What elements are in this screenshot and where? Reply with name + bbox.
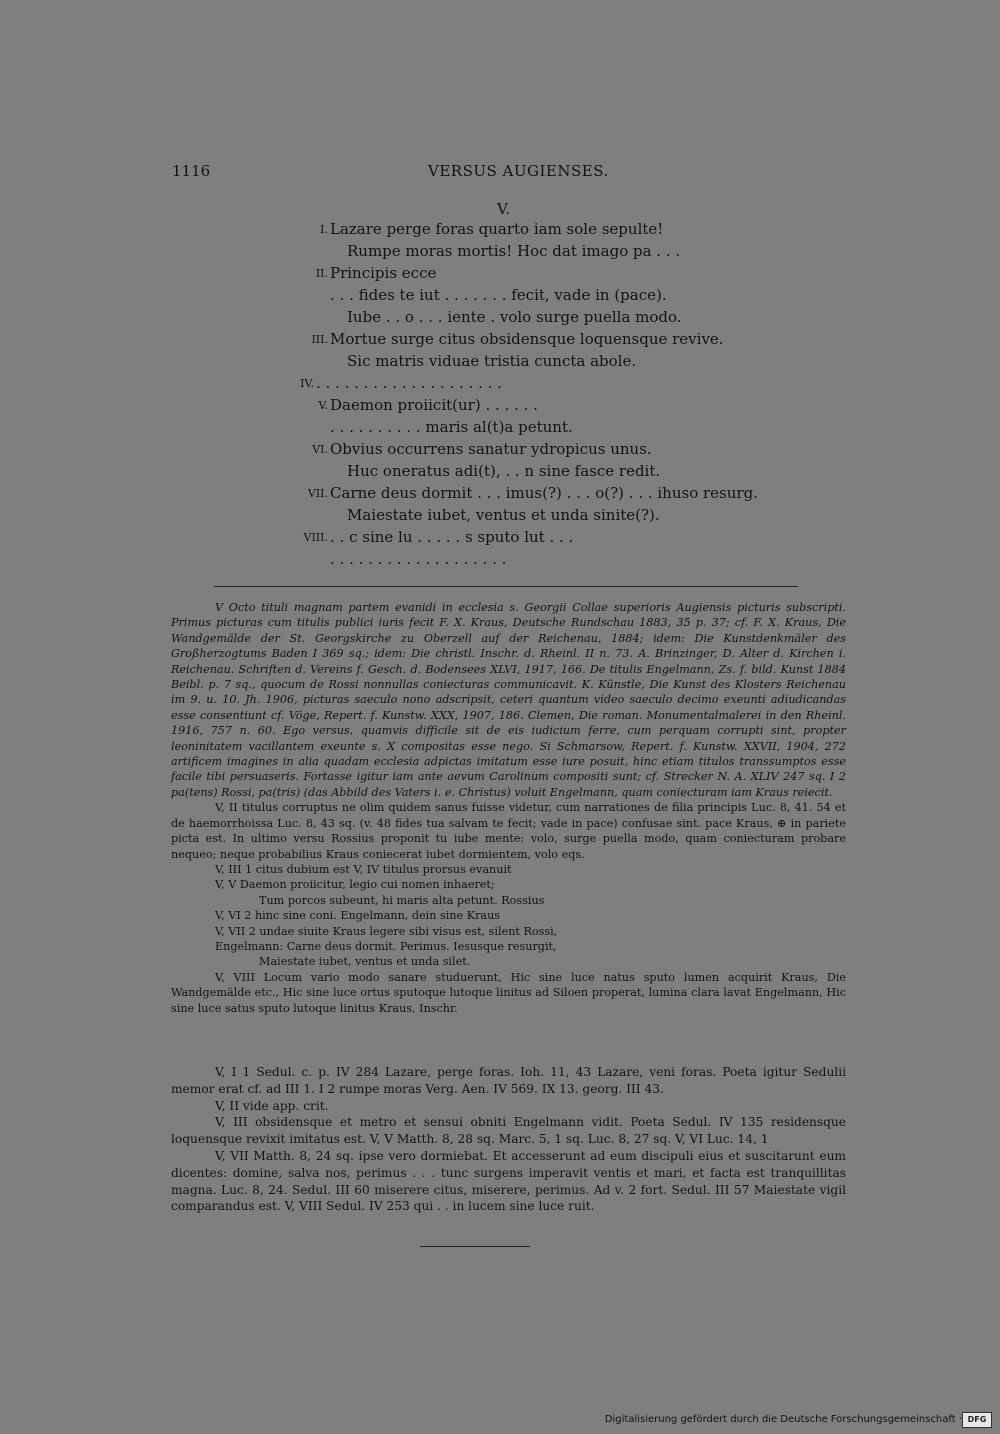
verse-numeral: V.: [318, 399, 328, 412]
verse-line: VI. Obvius occurrens sanatur ydropicus unus.: [300, 440, 800, 462]
note-paragraph: V, VII 2 undae siuite Kraus legere sibi visus est, silent Rossi,: [215, 924, 558, 938]
verse-numeral: II.: [315, 267, 328, 280]
source-paragraph: V, VII Matth. 8, 24 sq. ipse vero dormiebat. Et accesserunt ad eum discipuli eius et suscitarunt eum dicentes: domine, salva nos, perimus . . . tunc surgens imperavit ventis et mari, et facta est tranquillitas magna. Luc. 8, 24. Sedul. III 60 miserere citus, miserere, perimus. Ad v. 2 fort. Sedul. III 57 Maiestate vigil comparandus est. V, VIII Sedul. IV 253 qui . . in lucem sine luce ruit.: [171, 1148, 846, 1214]
verse-line: . . . . . . . . . . maris al(t)a petunt.: [330, 418, 573, 436]
poem-block: [300, 220, 800, 572]
section-heading: V.: [497, 200, 510, 218]
verse-line: Rumpe moras mortis! Hoc dat imago pa . . .: [347, 242, 681, 260]
source-apparatus: [171, 1064, 846, 1215]
verse-line: Sic matris viduae tristia cuncta abole.: [347, 352, 637, 370]
separator-rule: [214, 586, 798, 587]
verse-numeral: III.: [311, 333, 328, 346]
verse-numeral: IV.: [300, 377, 314, 390]
verse-numeral: VII.: [307, 487, 328, 500]
note-paragraph: V Octo tituli magnam partem evanidi in ecclesia s. Georgii Collae superioris Augiensis picturis subscripti. Primus picturas cum titulis publici iuris fecit F. X. Kraus, Deutsche Rundschau 1883, 35 p. 37; cf. F. X. Kraus, Die Wandgemälde der St. Georgskirche zu Oberzell auf der Reichenau, 1884; idem: Die Kunstdenkmäler des Großherzogtums Baden I 369 sq.; idem: Die christl. Inschr. d. Rheinl. II n. 73. A. Brinzinger, D. Alter d. Kirchen i. Reichenau. Schriften d. Vereins f. Gesch. d. Bodensees XLVI, 1917, 166. De titulis Engelmann, Zs. f. bild. Kunst 1884 Beibl. p. 7 sq., quocum de Rossi nonnullas coniecturas communicavit. K. Künstle, Die Kunst des Klosters Reichenau im 9. u. 10. Jh. 1906, picturas saeculo nono adscripsit, ceteri quantum video saeculo decimo exeunti adiudicandas esse consentiunt cf. Vöge, Repert. f. Kunstw. XXX, 1907, 186. Clemen, Die roman. Monumentalmalerei in den Rheinl. 1916, 757 n. 60. Ego versus, quamvis difficile sit de eis iudicium ferre, cum perquam corrupti sint, propter leoninitatem vacillantem exeunte s. X compositas esse nego. Si Schmarsow, Repert. f. Kunstw. XXVII, 1904, 272 artificem imagines in alia quadam ecclesia adpictas imitatum esse iure posuit, hinc etiam titulos transsumptos esse facile tibi persuaseris. Fortasse igitur iam ante aevum Carolinum compositi sunt; cf. Strecker N. A. XLIV 247 sq. I 2 pa(tens) Rossi, pa(tris) (das Abbild des Vaters i. e. Christus) voluit Engelmann, quam coniecturam iam Kraus reiecit.: [171, 601, 846, 799]
note-paragraph: V, VIII Locum vario modo sanare studuerunt, Hic sine luce natus sputo lumen acquirit Kraus, Die Wandgemälde etc., Hic sine luce ortus sputoque lutoque linitus ad Siloen properat, lumina clara lavat Engelmann, Hic sine luce satus sputo lutoque linitus Kraus, Inschr.: [171, 970, 846, 1015]
verse-line: II. Principis ecce: [300, 264, 800, 286]
verse-line: . . . . . . . . . . . . . . . . . . .: [330, 550, 507, 568]
verse-numeral: I.: [320, 223, 328, 236]
verse-numeral: VIII.: [303, 531, 328, 544]
running-title: VERSUS AUGIENSES.: [428, 162, 609, 180]
source-paragraph: V, I 1 Sedul. c. p. IV 284 Lazare, perge foras. Ioh. 11, 43 Lazare, veni foras. Poeta igitur Sedulii memor erat cf. ad III 1. I 2 rumpe moras Verg. Aen. IV 569. IX 13. georg. III 43.: [171, 1065, 846, 1096]
dfg-logo-icon: DFG: [962, 1412, 992, 1428]
footer-credit: Digitalisierung gefördert durch die Deutsche Forschungsgemeinschaft ·: [604, 1414, 962, 1425]
page-number: 1116: [172, 162, 211, 180]
verse-line: . . . fides te iut . . . . . . . fecit, vade in (pace).: [330, 286, 667, 304]
source-paragraph: V, III obsidensque et metro et sensui obniti Engelmann vidit. Poeta Sedul. IV 135 residensque loquensque revixit imitatus est. V, V Matth. 8, 28 sq. Marc. 5, 1 sq. Luc. 8, 27 sq. V, VI Luc. 14, 1: [171, 1115, 846, 1147]
note-paragraph: Maiestate iubet, ventus et unda silet.: [259, 955, 471, 969]
note-paragraph: V, II titulus corruptus ne olim quidem sanus fuisse videtur, cum narrationes de filia principis Luc. 8, 41. 54 et de haemorrhoissa Luc. 8, 43 sq. (v. 48 fides tua salvam te fecit; vade in pace) confusae sint. pace Kraus, ⊕ in pariete picta est. In ultimo versu Rossius proponit tu iube mente: volo, surge puella modo, quam coniecturam probare nequeo; neque probabilius Kraus coniecerat iubet dormientem, volo eqs.: [171, 801, 846, 861]
note-paragraph: V, V Daemon proiicitur, legio cui nomen inhaeret;: [215, 878, 495, 892]
note-paragraph: V, VI 2 hinc sine coni. Engelmann, dein sine Kraus: [215, 909, 501, 923]
verse-line: VII. Carne deus dormit . . . imus(?) . . . o(?) . . . ihuso resurg.: [300, 484, 800, 506]
verse-line: Maiestate iubet, ventus et unda sinite(?).: [347, 506, 660, 524]
note-paragraph: Tum porcos subeunt, hi maris alta petunt. Rossius: [259, 893, 545, 907]
critical-apparatus: [171, 600, 846, 1016]
verse-line: I. Lazare perge foras quarto iam sole sepulte!: [300, 220, 800, 242]
verse-line: Huc oneratus adi(t), . . n sine fasce redit.: [347, 462, 661, 480]
verse-line: VIII. . . c sine lu . . . . . s sputo lut . . .: [300, 528, 800, 550]
verse-line: Iube . . o . . . iente . volo surge puella modo.: [347, 308, 682, 326]
verse-numeral: VI.: [312, 443, 328, 456]
note-paragraph: V, III 1 citus dubium est V, IV titulus prorsus evanuit: [215, 862, 512, 876]
end-rule: [420, 1246, 530, 1247]
verse-line: III. Mortue surge citus obsidensque loquensque revive.: [300, 330, 800, 352]
verse-line: V. Daemon proiicit(ur) . . . . . .: [300, 396, 800, 418]
note-paragraph: Engelmann: Carne deus dormit. Perimus. Iesusque resurgit,: [215, 939, 557, 953]
source-paragraph: V, II vide app. crit.: [215, 1098, 329, 1113]
verse-line: IV. . . . . . . . . . . . . . . . . . . . .: [300, 374, 502, 392]
